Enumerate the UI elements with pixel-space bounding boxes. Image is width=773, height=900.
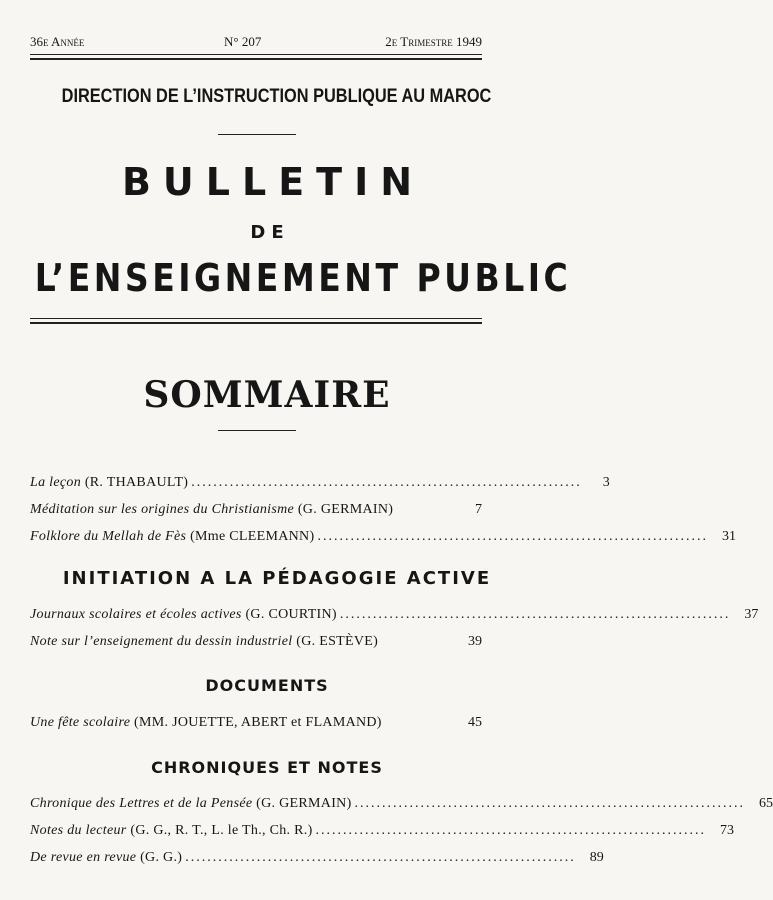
contents-divider [218, 430, 296, 431]
toc-page-number: 73 [720, 823, 735, 838]
toc-leader: ....................................................................... [315, 823, 707, 838]
title-rule [30, 318, 482, 324]
toc-entry [30, 502, 482, 520]
toc-title: Note sur l’enseignement du dessin industriel [30, 634, 293, 649]
toc-leader: ....................................................................... [354, 796, 746, 811]
contents-heading: SOMMAIRE [143, 374, 391, 416]
toc-author: (G. COURTIN) [241, 607, 337, 622]
toc-author: (G. GERMAIN) [252, 796, 352, 811]
toc-author: (G. GERMAIN) [294, 502, 394, 517]
toc-title: De revue en revue [30, 850, 137, 865]
toc-page-number: 3 [602, 475, 610, 490]
section-heading-pedagogie: INITIATION A LA PÉDAGOGIE ACTIVE [62, 568, 492, 589]
toc-entry [30, 529, 736, 547]
header-rule [30, 54, 482, 60]
toc-title: Chronique des Lettres et de la Pensée [30, 796, 253, 811]
toc-entry [30, 796, 773, 814]
section-heading-documents: DOCUMENTS [205, 676, 329, 695]
quarter-label: 2e Trimestre 1949 [385, 34, 482, 49]
toc-leader: ....................................................................... [339, 607, 731, 622]
toc-leader: ....................................................................... [317, 529, 708, 544]
toc-page-number: 45 [468, 715, 482, 730]
volume-label: 36e Année [30, 34, 85, 49]
toc-page-number: 89 [589, 850, 604, 865]
toc-author: (G. G.) [136, 850, 183, 865]
toc-author: (Mme CLEEMANN) [186, 529, 315, 544]
toc-entry [30, 823, 735, 841]
title-enseignement-public: L’ENSEIGNEMENT PUBLIC [34, 256, 572, 300]
toc-author: (R. THABAULT) [81, 475, 189, 490]
toc-title: Journaux scolaires et écoles actives [30, 607, 242, 622]
toc-entry [30, 634, 482, 652]
toc-author: (G. ESTÈVE) [292, 634, 379, 649]
toc-title: Folklore du Mellah de Fès [30, 529, 187, 544]
toc-entry [30, 607, 759, 625]
section-heading-chroniques: CHRONIQUES ET NOTES [151, 758, 383, 777]
toc-page-number: 7 [475, 502, 482, 517]
toc-page-number: 37 [744, 607, 759, 622]
toc-title: La leçon [30, 475, 82, 490]
divider-rule [218, 134, 296, 135]
toc-author: (G. G., R. T., L. le Th., Ch. R.) [126, 823, 313, 838]
issue-header [30, 34, 482, 48]
title-bulletin: BULLETIN [121, 160, 425, 204]
toc-entry [30, 475, 610, 493]
toc-entry [30, 715, 482, 733]
toc-author: (MM. JOUETTE, ABERT et FLAMAND) [130, 715, 382, 730]
toc-page-number: 31 [721, 529, 736, 544]
toc-page-number: 39 [468, 634, 482, 649]
toc-title: Méditation sur les origines du Christianisme [30, 502, 295, 517]
toc-title: Une fête scolaire [30, 715, 131, 730]
title-de: DE [250, 222, 290, 243]
toc-leader: ....................................................................... [191, 475, 582, 490]
toc-entry [30, 850, 604, 868]
toc-page-number: 65 [759, 796, 773, 811]
issue-number: N° 207 [224, 34, 262, 49]
direction-heading: DIRECTION DE L’INSTRUCTION PUBLIQUE AU MAROC [61, 86, 492, 107]
toc-title: Notes du lecteur [30, 823, 127, 838]
toc-leader: ....................................................................... [185, 850, 576, 865]
